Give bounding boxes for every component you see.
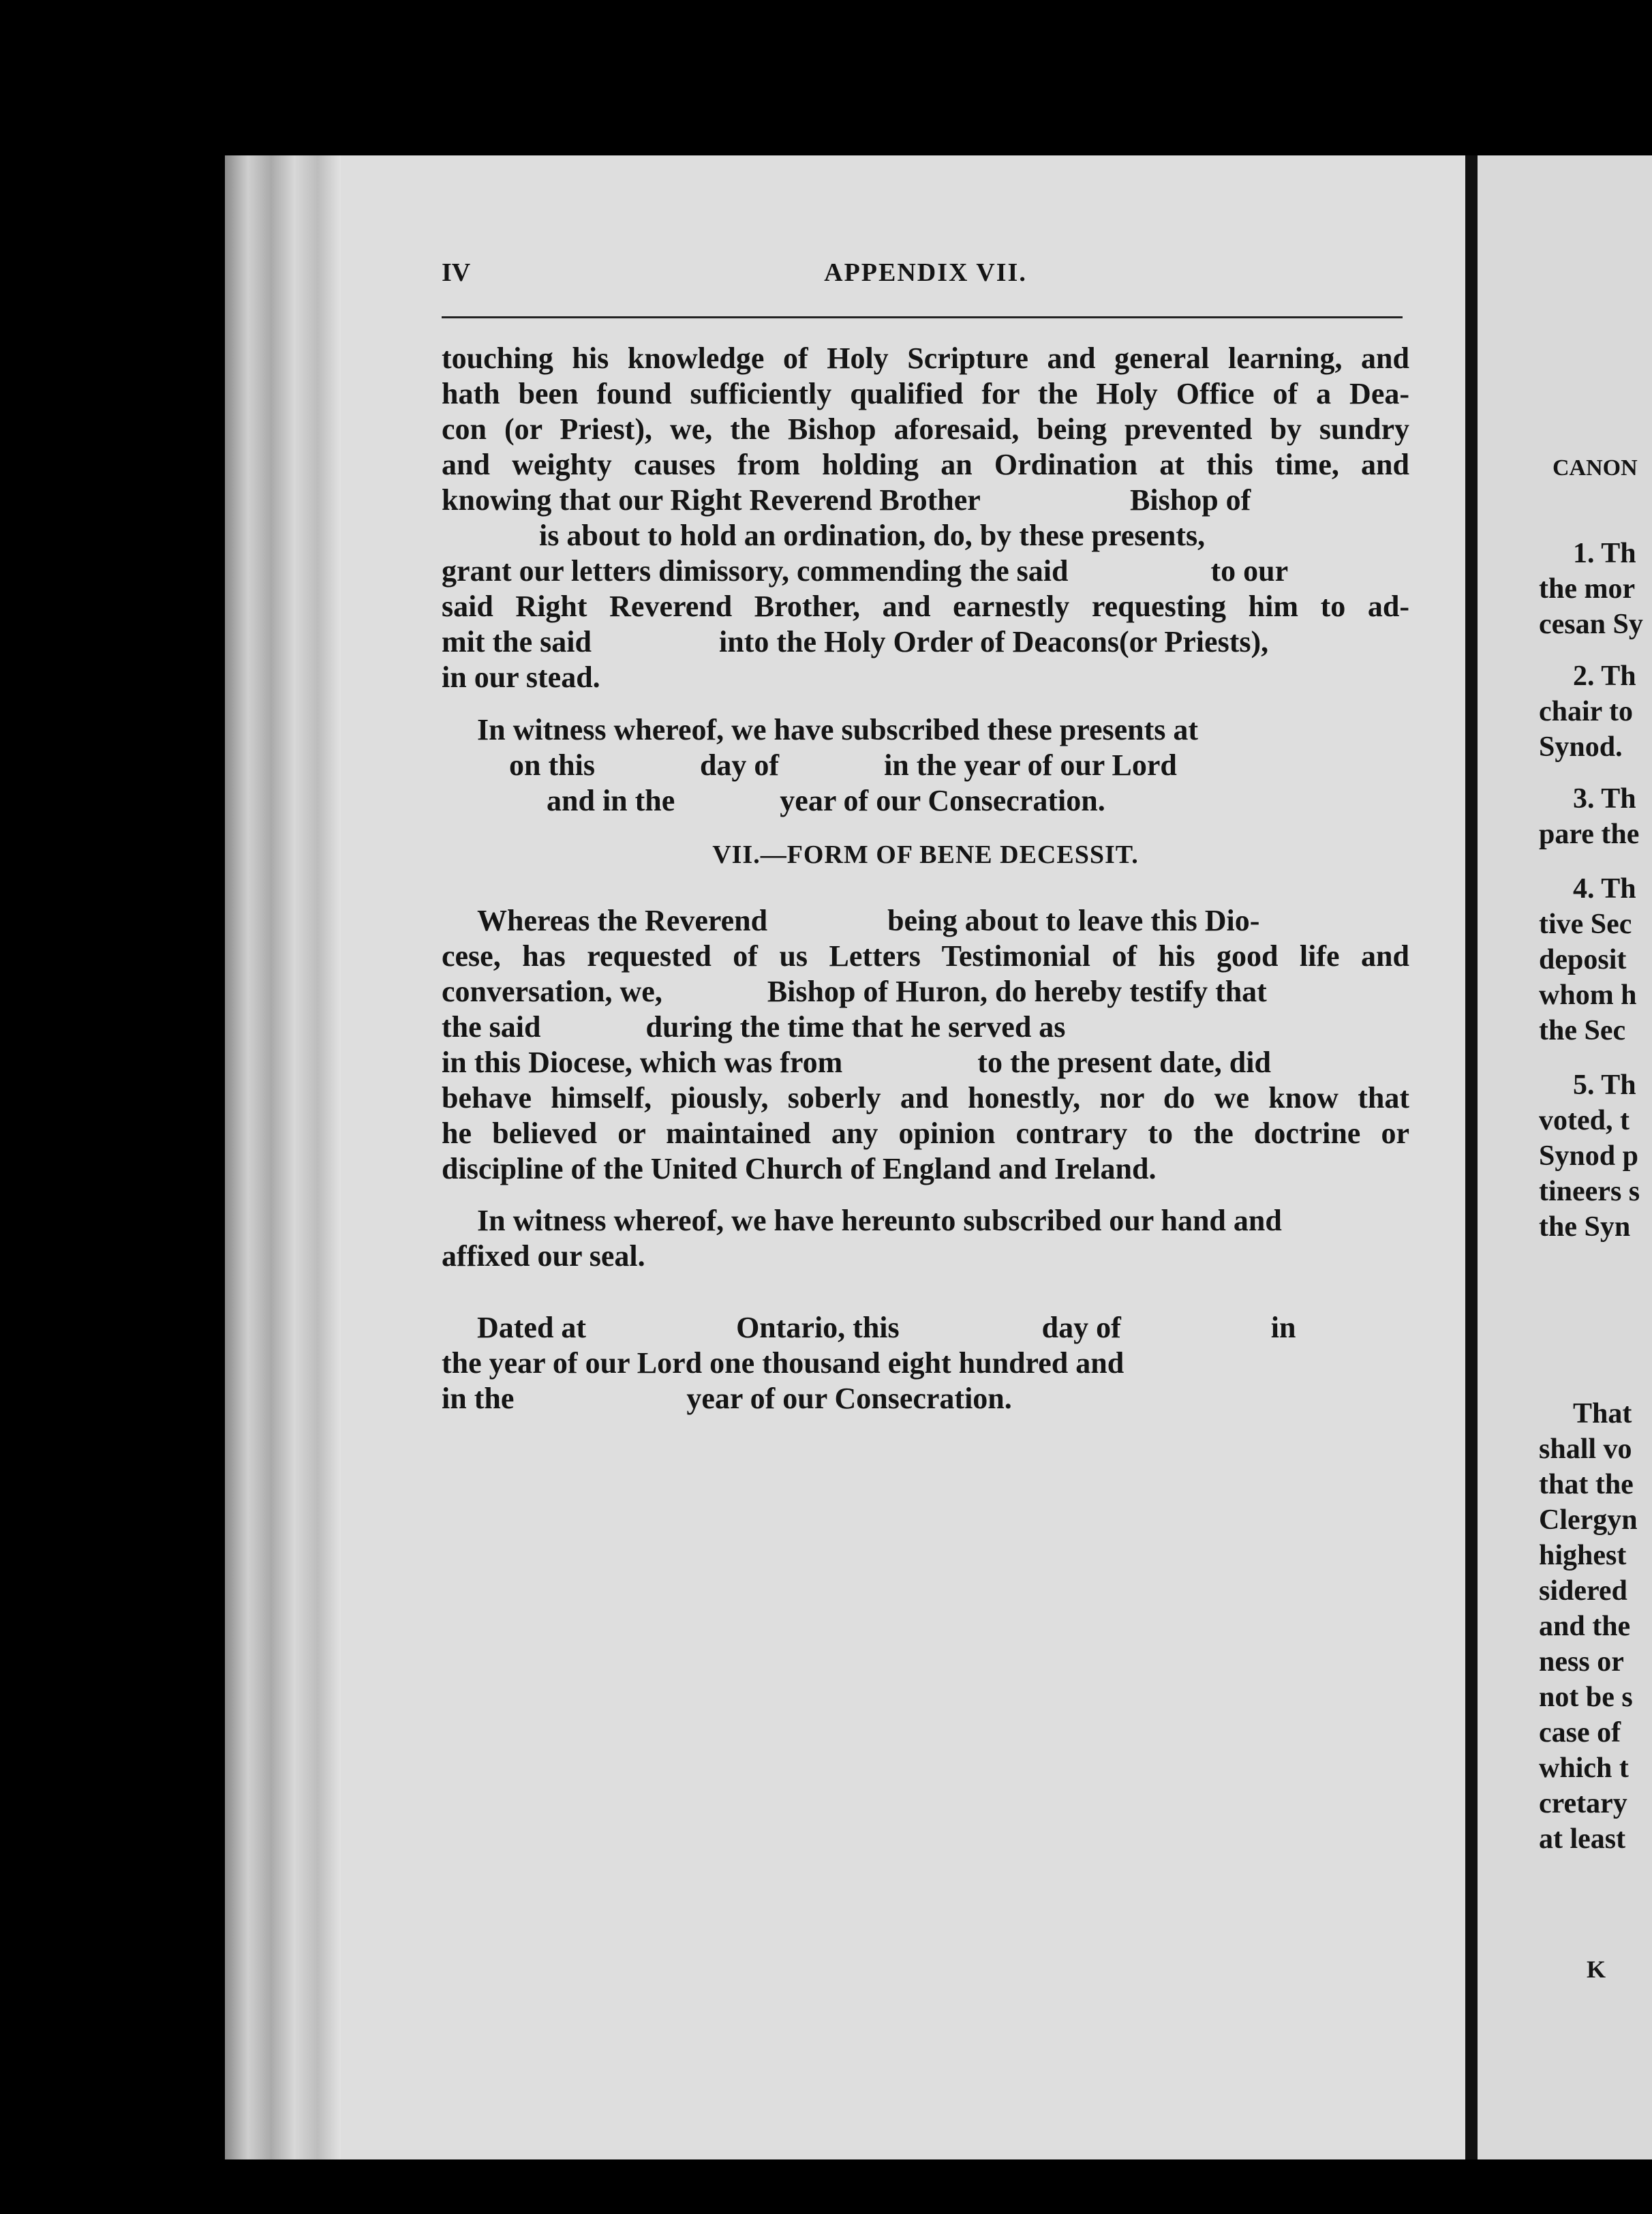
page-header <box>442 258 1409 299</box>
text-line: and weighty causes from holding an Ordination at this time, and <box>442 448 1409 481</box>
text-line: hath been found sufficiently qualified for the Holy Office of a Dea- <box>442 377 1409 410</box>
running-title: APPENDIX VII. <box>824 258 1027 287</box>
text-line: said Right Reverend Brother, and earnestly requesting him to ad- <box>442 590 1409 623</box>
text-line: Dated at Ontario, this day of in <box>477 1311 1296 1344</box>
text-line: is about to hold an ordination, do, by these presents, <box>442 519 1206 552</box>
facing-line: the Syn <box>1539 1211 1631 1243</box>
facing-line: that the <box>1539 1469 1634 1500</box>
text-line: In witness whereof, we have hereunto subscribed our hand and <box>477 1204 1282 1237</box>
paragraph-letters-dimissory <box>442 341 1409 695</box>
facing-line: 1. Th <box>1573 538 1636 569</box>
facing-line: Synod p <box>1539 1140 1638 1172</box>
text-line: discipline of the United Church of England and Ireland. <box>442 1152 1157 1185</box>
page-number: IV <box>442 258 471 287</box>
facing-line: CANON <box>1552 455 1638 481</box>
dated-clause <box>442 1310 1409 1416</box>
section-heading: VII.—FORM OF BENE DECESSIT. <box>712 840 1139 869</box>
facing-line: highest <box>1539 1540 1627 1571</box>
facing-line: case of <box>1539 1717 1621 1748</box>
facing-line: at least <box>1539 1823 1626 1855</box>
facing-line: tineers s <box>1539 1176 1640 1207</box>
facing-line: and the <box>1539 1611 1631 1642</box>
facing-line: sidered <box>1539 1575 1627 1607</box>
text-line: mit the said into the Holy Order of Deacons(or Priests), <box>442 625 1269 658</box>
facing-line: deposit <box>1539 944 1627 975</box>
text-line: and in the year of our Consecration. <box>442 784 1105 817</box>
facing-line: chair to <box>1539 696 1634 727</box>
text-line: cese, has requested of us Letters Testimonial of his good life and <box>442 939 1409 973</box>
facing-line: cesan Sy <box>1539 609 1643 640</box>
facing-line: not be s <box>1539 1682 1633 1713</box>
facing-line: shall vo <box>1539 1434 1632 1465</box>
text-line: Whereas the Reverend being about to leave this Dio- <box>477 904 1260 937</box>
facing-line: 5. Th <box>1573 1070 1636 1101</box>
text-line: on this day of in the year of our Lord <box>442 748 1177 782</box>
text-line: behave himself, piously, soberly and honestly, nor do we know that <box>442 1081 1409 1114</box>
text-line: he believed or maintained any opinion contrary to the doctrine or <box>442 1117 1409 1150</box>
text-line: affixed our seal. <box>442 1239 645 1273</box>
facing-line: whom h <box>1539 980 1637 1011</box>
text-line: the said during the time that he served as <box>442 1010 1066 1044</box>
facing-line: 3. Th <box>1573 783 1636 815</box>
text-line: In witness whereof, we have subscribed these presents at <box>477 713 1199 746</box>
header-rule <box>442 316 1403 318</box>
facing-line: Synod. <box>1539 731 1623 763</box>
facing-line: tive Sec <box>1539 909 1632 940</box>
facing-line: pare the <box>1539 819 1640 850</box>
facing-line: ness or <box>1539 1646 1624 1678</box>
witness-clause-1 <box>442 712 1409 819</box>
facing-line: the Sec <box>1539 1015 1626 1046</box>
text-line: con (or Priest), we, the Bishop aforesaid, being prevented by sundry <box>442 412 1409 446</box>
facing-line: That <box>1573 1398 1632 1429</box>
facing-line: voted, t <box>1539 1105 1630 1136</box>
paragraph-bene-decessit <box>442 903 1409 1187</box>
witness-clause-2 <box>442 1203 1409 1274</box>
book-gutter <box>1465 155 1478 2159</box>
facing-line: 4. Th <box>1573 873 1636 905</box>
text-line: conversation, we, Bishop of Huron, do hereby testify that <box>442 975 1267 1008</box>
text-line: in the year of our Consecration. <box>442 1382 1012 1415</box>
facing-line: cretary <box>1539 1788 1627 1819</box>
facing-line: 2. Th <box>1573 661 1636 692</box>
page-edge-stack <box>225 155 341 2159</box>
text-line: knowing that our Right Reverend Brother Bishop of <box>442 483 1251 517</box>
facing-line: the mor <box>1539 573 1636 605</box>
facing-line: which t <box>1539 1753 1629 1784</box>
text-line: grant our letters dimissory, commending the said to our <box>442 554 1289 588</box>
facing-signature-mark: K <box>1587 1956 1606 1983</box>
facing-line: Clergyn <box>1539 1504 1638 1536</box>
facing-page-fragment <box>1478 155 1652 2159</box>
text-line: the year of our Lord one thousand eight hundred and <box>442 1346 1125 1380</box>
text-line: in our stead. <box>442 661 600 694</box>
text-line: in this Diocese, which was from to the present date, did <box>442 1046 1271 1079</box>
text-line: touching his knowledge of Holy Scripture and general learning, and <box>442 342 1409 375</box>
